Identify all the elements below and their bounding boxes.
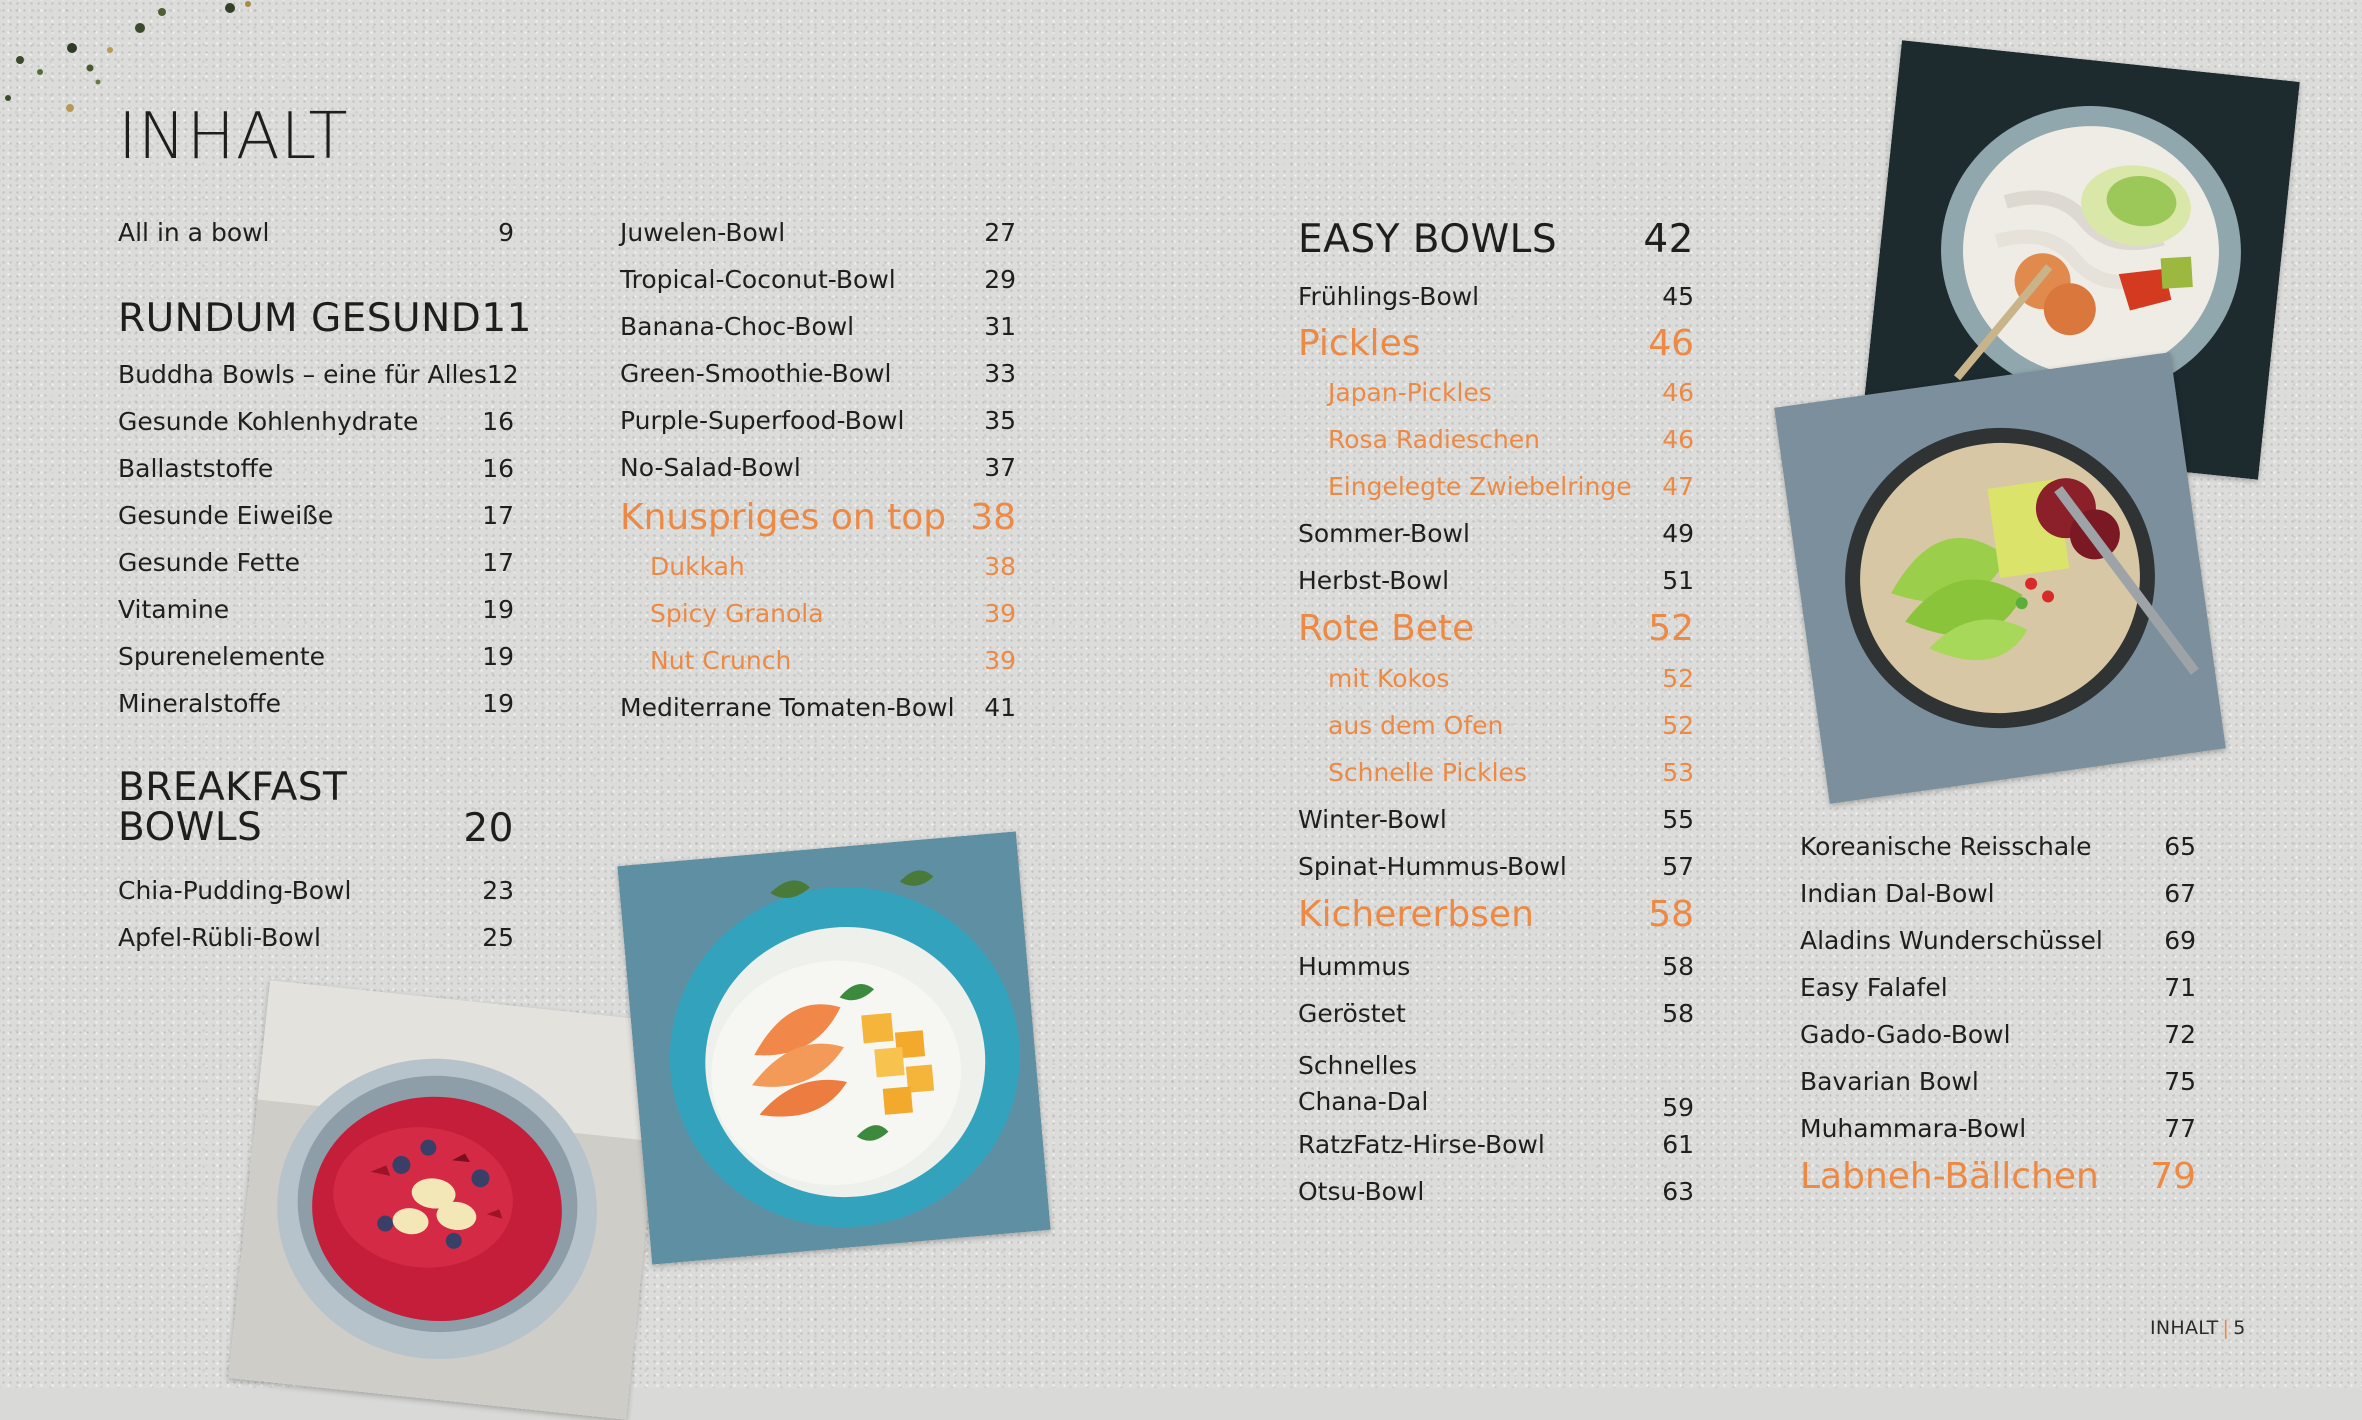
toc-entry-page: 17 (482, 548, 514, 577)
toc-accent-heading[interactable] (1298, 323, 1694, 364)
toc-entry[interactable] (1298, 1048, 1694, 1120)
toc-entry-page: 57 (1662, 852, 1694, 881)
toc-entry[interactable] (118, 409, 514, 434)
toc-entry-label: Muhammara-Bowl (1800, 1114, 2027, 1143)
toc-entry-label: Knuspriges on top (620, 497, 947, 538)
toc-entry-label: Easy Falafel (1800, 973, 1948, 1002)
toc-entry-label: Spinat-Hummus-Bowl (1298, 852, 1567, 881)
toc-entry-label: Schnelles Chana-Dal (1298, 1051, 1429, 1116)
toc-entry-page: 19 (482, 642, 514, 671)
toc-entry-label: EASY BOWLS (1298, 217, 1558, 262)
toc-entry[interactable] (620, 408, 1016, 433)
toc-entry-label: Tropical-Coconut-Bowl (620, 265, 896, 294)
toc-entry-label: Herbst-Bowl (1298, 566, 1450, 595)
toc-entry-label: Gesunde Eiweiße (118, 501, 334, 530)
toc-entry-label: Winter-Bowl (1298, 805, 1447, 834)
toc-entry-page: 52 (1662, 664, 1694, 693)
toc-entry-page: 41 (984, 693, 1016, 722)
toc-entry-page: 63 (1662, 1177, 1694, 1206)
toc-entry-page: 11 (481, 296, 532, 341)
toc-entry-page: 16 (482, 407, 514, 436)
toc-entry[interactable] (1298, 854, 1694, 879)
toc-entry[interactable] (620, 695, 1016, 720)
toc-entry[interactable] (118, 878, 514, 903)
toc-sub-entry[interactable] (1298, 474, 1694, 499)
toc-entry-page: 33 (984, 359, 1016, 388)
toc-entry-label: Gesunde Fette (118, 548, 301, 577)
toc-entry[interactable] (118, 220, 514, 245)
toc-entry[interactable] (1800, 834, 2196, 859)
toc-entry-page: 53 (1662, 758, 1694, 787)
toc-entry-page: 69 (2164, 926, 2196, 955)
toc-entry-label: Pickles (1298, 323, 1421, 364)
page-footer (2150, 1317, 2246, 1339)
toc-entry-label: Spicy Granola (650, 599, 824, 628)
toc-entry-page: 65 (2164, 832, 2196, 861)
toc-entry[interactable] (1298, 807, 1694, 832)
toc-entry[interactable] (118, 360, 519, 389)
toc-entry[interactable] (1800, 1116, 2196, 1141)
toc-entry[interactable] (1298, 954, 1694, 979)
toc-entry-page: 72 (2164, 1020, 2196, 1049)
toc-entry[interactable] (1298, 568, 1694, 593)
toc-entry-label: All in a bowl (118, 218, 270, 247)
toc-entry-page: 77 (2164, 1114, 2196, 1143)
toc-entry-label: Eingelegte Zwiebelringe (1328, 472, 1632, 501)
berry-bowl-photo (228, 980, 668, 1420)
toc-entry-page: 19 (482, 689, 514, 718)
toc-entry-label: Nut Crunch (650, 646, 792, 675)
toc-entry[interactable] (1800, 975, 2196, 1000)
toc-entry-label: No-Salad-Bowl (620, 453, 801, 482)
avocado-bowl-photo (1774, 352, 2226, 804)
toc-entry[interactable] (118, 691, 514, 716)
toc-entry[interactable] (118, 597, 514, 622)
toc-entry-label: Aladins Wunderschüssel (1800, 926, 2103, 955)
toc-entry-label: aus dem Ofen (1328, 711, 1504, 740)
toc-entry-label: Otsu-Bowl (1298, 1177, 1425, 1206)
toc-entry-page: 58 (1662, 999, 1694, 1028)
toc-sub-entry[interactable] (1298, 380, 1694, 405)
toc-entry-label: Dukkah (650, 552, 745, 581)
toc-entry-page: 71 (2164, 973, 2196, 1002)
toc-entry[interactable] (1800, 881, 2196, 906)
toc-entry-page: 47 (1662, 472, 1694, 501)
toc-entry-page: 37 (984, 453, 1016, 482)
toc-entry-page: 59 (1662, 1093, 1694, 1122)
toc-entry-label: Banana-Choc-Bowl (620, 312, 855, 341)
toc-entry-label: Japan-Pickles (1328, 378, 1492, 407)
toc-accent-heading[interactable] (1298, 894, 1694, 935)
toc-entry[interactable] (620, 455, 1016, 480)
toc-entry-page: 9 (498, 218, 514, 247)
toc-entry-page: 52 (1662, 711, 1694, 740)
toc-entry-page: 79 (2150, 1156, 2196, 1197)
toc-entry-page: 46 (1662, 378, 1694, 407)
toc-entry-label: Schnelle Pickles (1328, 758, 1527, 787)
toc-entry[interactable] (620, 267, 1016, 292)
toc-entry-label: Green-Smoothie-Bowl (620, 359, 892, 388)
toc-entry-page: 16 (482, 454, 514, 483)
toc-entry-page: 75 (2164, 1067, 2196, 1096)
toc-entry-label: Hummus (1298, 952, 1411, 981)
toc-entry[interactable] (620, 314, 1016, 339)
toc-entry-label: RUNDUM GESUND (118, 296, 482, 341)
toc-entry-label: Buddha Bowls – eine für Alles (118, 360, 487, 389)
toc-entry[interactable] (620, 220, 1016, 245)
toc-entry[interactable] (1298, 1179, 1694, 1204)
toc-accent-heading[interactable] (1298, 608, 1694, 649)
papaya-bowl-photo (617, 831, 1050, 1264)
toc-entry-page: 35 (984, 406, 1016, 435)
toc-entry-page: 27 (984, 218, 1016, 247)
toc-entry-label: Gado-Gado-Bowl (1800, 1020, 2011, 1049)
toc-entry-page: 61 (1662, 1130, 1694, 1159)
toc-entry[interactable] (1298, 521, 1694, 546)
toc-entry[interactable] (1800, 1069, 2196, 1094)
toc-entry-page: 31 (984, 312, 1016, 341)
toc-accent-heading[interactable] (620, 497, 1016, 538)
toc-entry-label: Chia-Pudding-Bowl (118, 876, 352, 905)
toc-sub-entry[interactable] (1298, 427, 1694, 452)
toc-entry-page: 38 (970, 497, 1016, 538)
toc-entry-label: Gesunde Kohlenhydrate (118, 407, 419, 436)
toc-entry-page: 45 (1662, 282, 1694, 311)
toc-sub-entry[interactable] (620, 554, 1016, 579)
toc-entry-label: Rote Bete (1298, 608, 1475, 649)
toc-entry-page: 51 (1662, 566, 1694, 595)
toc-entry-label: Koreanische Reisschale (1800, 832, 2092, 861)
footer-page-number: 5 (2233, 1317, 2246, 1339)
toc-entry[interactable] (1800, 928, 2196, 953)
toc-entry-page: 49 (1662, 519, 1694, 548)
toc-entry-label: Mineralstoffe (118, 689, 282, 718)
toc-entry[interactable] (1298, 284, 1694, 309)
toc-entry[interactable] (1298, 1132, 1694, 1157)
toc-entry-label: Purple-Superfood-Bowl (620, 406, 905, 435)
toc-entry-label: mit Kokos (1328, 664, 1450, 693)
toc-section-heading[interactable] (118, 765, 514, 851)
toc-entry-page: 67 (2164, 879, 2196, 908)
toc-entry-label: Vitamine (118, 595, 230, 624)
toc-entry[interactable] (1298, 1001, 1694, 1026)
toc-entry-label: BREAKFAST BOWLS (118, 765, 348, 850)
footer-section-label: INHALT (2150, 1317, 2219, 1339)
toc-entry-label: Indian Dal-Bowl (1800, 879, 1995, 908)
toc-entry-label: Sommer-Bowl (1298, 519, 1470, 548)
toc-entry-page: 25 (482, 923, 514, 952)
toc-entry-page: 58 (1662, 952, 1694, 981)
toc-entry[interactable] (620, 361, 1016, 386)
toc-sub-entry[interactable] (1298, 666, 1694, 691)
toc-entry-label: Mediterrane Tomaten-Bowl (620, 693, 955, 722)
toc-entry-page: 23 (482, 876, 514, 905)
toc-entry-page: 42 (1643, 217, 1694, 262)
toc-entry-label: Kichererbsen (1298, 894, 1534, 935)
toc-entry-page: 39 (984, 599, 1016, 628)
toc-entry-page: 46 (1648, 323, 1694, 364)
toc-entry[interactable] (118, 925, 514, 950)
toc-entry-page: 19 (482, 595, 514, 624)
toc-entry-page: 52 (1648, 608, 1694, 649)
toc-entry-page: 55 (1662, 805, 1694, 834)
toc-entry-page: 20 (463, 806, 514, 851)
toc-entry[interactable] (118, 644, 514, 669)
toc-entry[interactable] (118, 503, 514, 528)
toc-entry-label: Apfel-Rübli-Bowl (118, 923, 321, 952)
toc-entry-label: RatzFatz-Hirse-Bowl (1298, 1130, 1545, 1159)
toc-entry-label: Juwelen-Bowl (620, 218, 786, 247)
toc-entry-page: 39 (984, 646, 1016, 675)
footer-divider: | (2222, 1317, 2230, 1339)
toc-sub-entry[interactable] (620, 648, 1016, 673)
toc-entry-label: Spurenelemente (118, 642, 326, 671)
toc-sub-entry[interactable] (1298, 760, 1694, 785)
page-title: INHALT (118, 100, 349, 174)
toc-entry-page: 58 (1648, 894, 1694, 935)
toc-entry-page: 29 (984, 265, 1016, 294)
toc-entry[interactable] (1800, 1022, 2196, 1047)
toc-section-heading[interactable] (1298, 217, 1694, 262)
toc-entry-label: Ballaststoffe (118, 454, 274, 483)
toc-entry-label: Rosa Radieschen (1328, 425, 1541, 454)
toc-section-heading[interactable] (118, 296, 532, 341)
toc-entry-page: 17 (482, 501, 514, 530)
toc-accent-heading[interactable] (1800, 1156, 2196, 1197)
toc-entry-label: Bavarian Bowl (1800, 1067, 1979, 1096)
toc-entry-label: Geröstet (1298, 999, 1406, 1028)
toc-entry-label: Frühlings-Bowl (1298, 282, 1480, 311)
toc-entry[interactable] (118, 456, 514, 481)
toc-entry-page: 38 (984, 552, 1016, 581)
toc-sub-entry[interactable] (1298, 713, 1694, 738)
toc-entry-label: Labneh-Bällchen (1800, 1156, 2099, 1197)
toc-entry-page: 12 (486, 360, 519, 389)
toc-sub-entry[interactable] (620, 601, 1016, 626)
toc-entry[interactable] (118, 550, 514, 575)
toc-entry-page: 46 (1662, 425, 1694, 454)
